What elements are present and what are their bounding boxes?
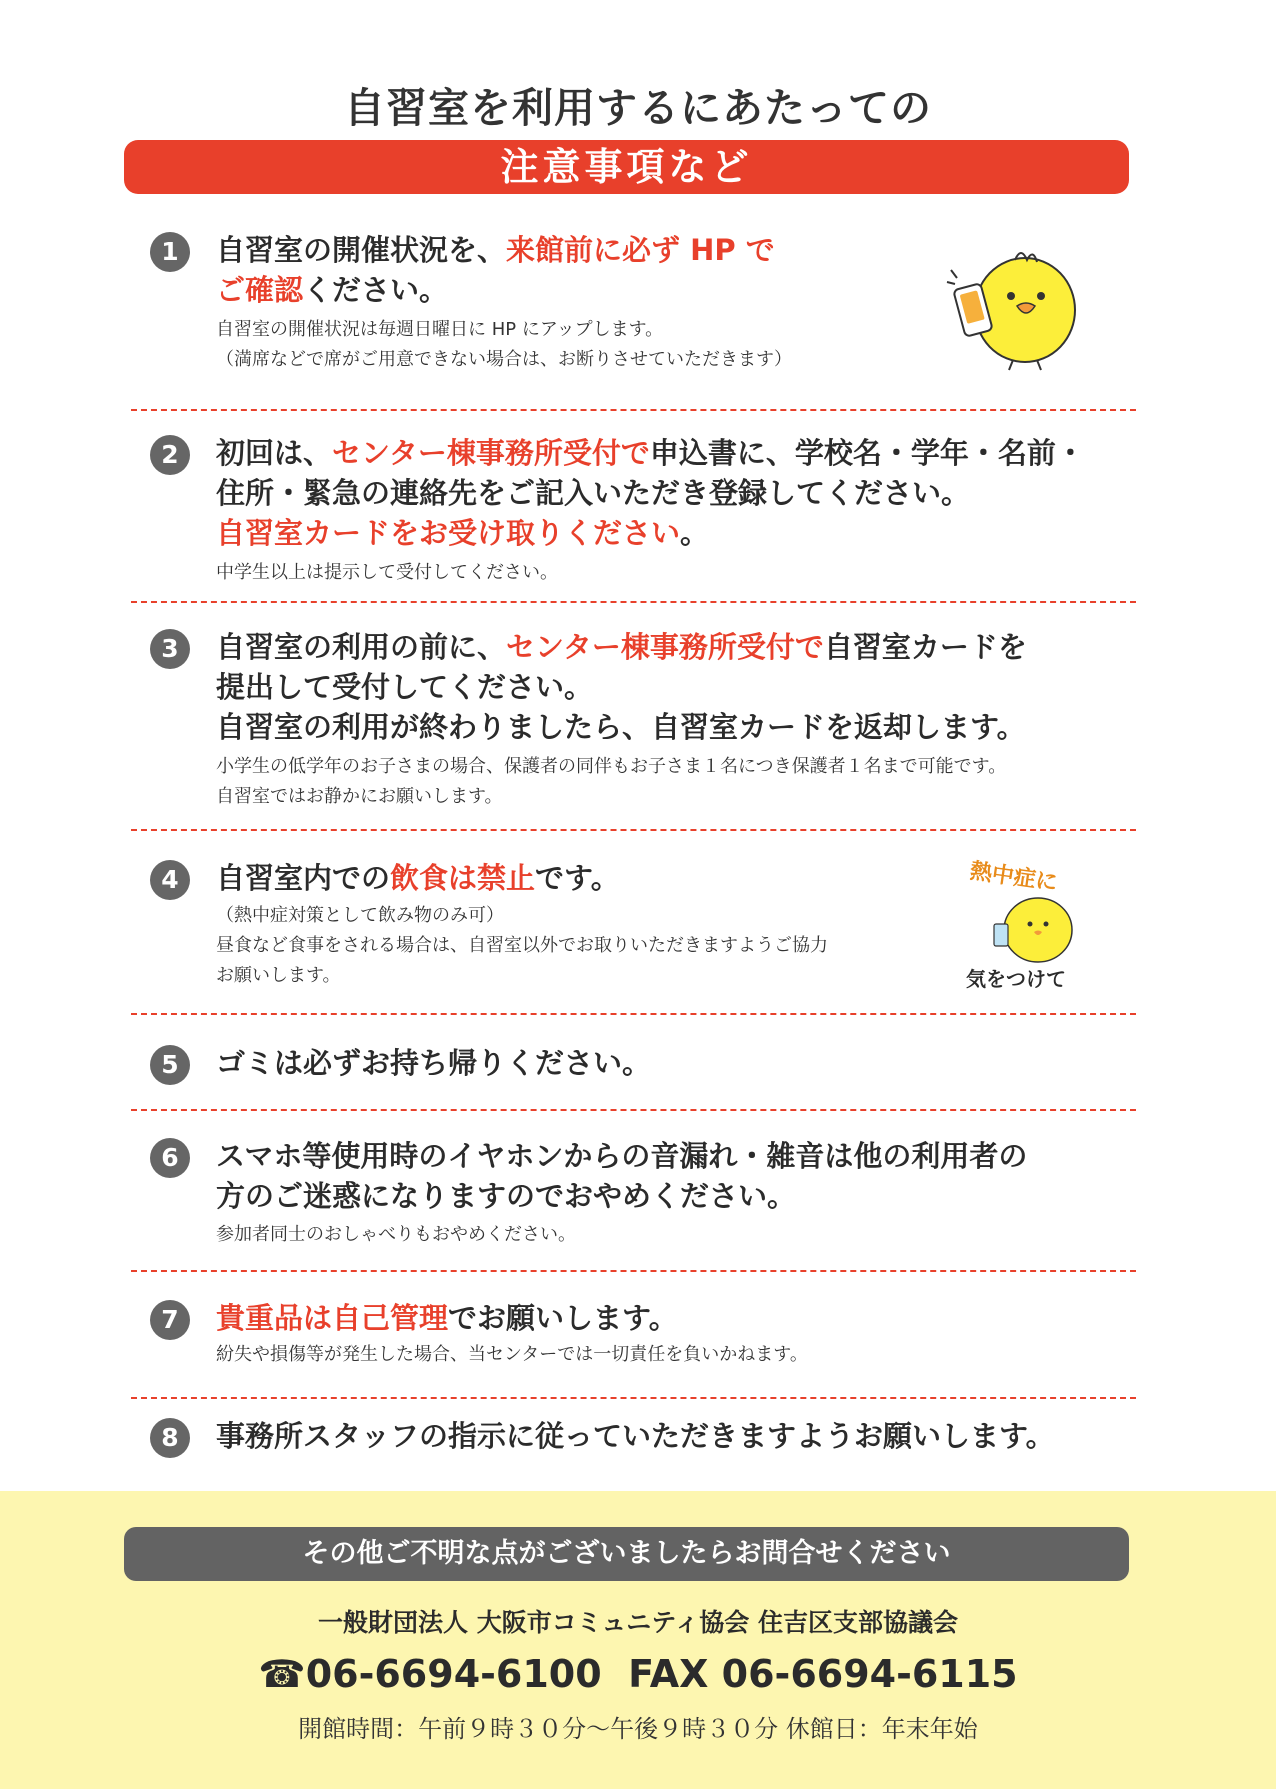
number-badge: 1 — [150, 232, 190, 272]
item-note: 自習室の開催状況は毎週日曜日に HP にアップします。 — [216, 319, 664, 340]
number-badge: 6 — [150, 1138, 190, 1178]
item-heading: 自習室カードをお受け取りください。 — [216, 516, 710, 550]
item-heading: 住所・緊急の連絡先をご記入いただき登録してください。 — [216, 476, 971, 510]
section-banner: 注意事項など — [124, 140, 1129, 194]
item-heading: 自習室内での飲食は禁止です。 — [216, 861, 620, 895]
heatstroke-caption-bottom: 気をつけて — [966, 967, 1066, 991]
fax-number: FAX 06-6694-6115 — [628, 1652, 1018, 1696]
heatstroke-chick-illustration — [960, 860, 1110, 995]
number-badge: 7 — [150, 1300, 190, 1340]
item-heading: 自習室の開催状況を、来館前に必ず HP で — [216, 233, 775, 267]
heatstroke-caption-top: 熱中症に — [968, 858, 1060, 896]
divider — [131, 829, 1136, 831]
divider — [131, 601, 1136, 603]
item-heading: ご確認ください。 — [216, 273, 449, 307]
phone-number: 06-6694-6100 — [305, 1652, 602, 1696]
item-note: 中学生以上は提示して受付してください。 — [216, 562, 558, 583]
item-note: （満席などで席がご用意できない場合は、お断りさせていただきます） — [216, 349, 792, 370]
item-note: 参加者同士のおしゃべりもおやめください。 — [216, 1224, 576, 1245]
item-heading: 自習室の利用の前に、センター棟事務所受付で自習室カードを — [216, 630, 1027, 664]
divider — [131, 1109, 1136, 1111]
number-badge: 5 — [150, 1045, 190, 1085]
item-note: （熱中症対策として飲み物のみ可） — [216, 905, 504, 926]
divider — [131, 409, 1136, 411]
phone-icon: ☎ — [258, 1652, 306, 1696]
opening-hours: 開館時間：午前９時３０分～午後９時３０分 休館日：年末年始 — [298, 1715, 978, 1743]
divider — [131, 1397, 1136, 1399]
number-badge: 4 — [150, 860, 190, 900]
item-note: 小学生の低学年のお子さまの場合、保護者の同伴もお子さま１名につき保護者１名まで可能です。 — [216, 756, 1007, 777]
number-badge: 8 — [150, 1418, 190, 1458]
item-heading: 提出して受付してください。 — [216, 670, 594, 704]
item-note: 紛失や損傷等が発生した場合、当センターでは一切責任を負いかねます。 — [216, 1344, 808, 1365]
number-badge: 2 — [150, 435, 190, 475]
item-heading: 初回は、センター棟事務所受付で申込書に、学校名・学年・名前・ — [216, 436, 1085, 470]
contact-numbers — [0, 1652, 1276, 1696]
organization-name: 一般財団法人 大阪市コミュニティ協会 住吉区支部協議会 — [318, 1608, 958, 1637]
divider — [131, 1270, 1136, 1272]
item-heading: 自習室の利用が終わりましたら、自習室カードを返却します。 — [216, 710, 1026, 744]
item-heading: 貴重品は自己管理でお願いします。 — [216, 1301, 678, 1335]
item-heading: 事務所スタッフの指示に従っていただきますようお願いします。 — [216, 1419, 1055, 1453]
number-badge: 3 — [150, 629, 190, 669]
inquiry-notice-bar: その他ご不明な点がございましたらお問合せください — [124, 1527, 1129, 1581]
item-note: 昼食など食事をされる場合は、自習室以外でお取りいただきますようご協力 — [216, 935, 828, 956]
item-heading: スマホ等使用時のイヤホンからの音漏れ・雑音は他の利用者の — [216, 1139, 1028, 1173]
item-heading: 方のご迷惑になりますのでおやめください。 — [216, 1179, 797, 1213]
chick-with-phone-illustration — [945, 240, 1085, 380]
page-title: 自習室を利用するにあたっての — [344, 84, 932, 132]
item-note: お願いします。 — [216, 965, 341, 986]
divider — [131, 1013, 1136, 1015]
item-heading: ゴミは必ずお持ち帰りください。 — [216, 1046, 652, 1080]
item-note: 自習室ではお静かにお願いします。 — [216, 786, 503, 807]
